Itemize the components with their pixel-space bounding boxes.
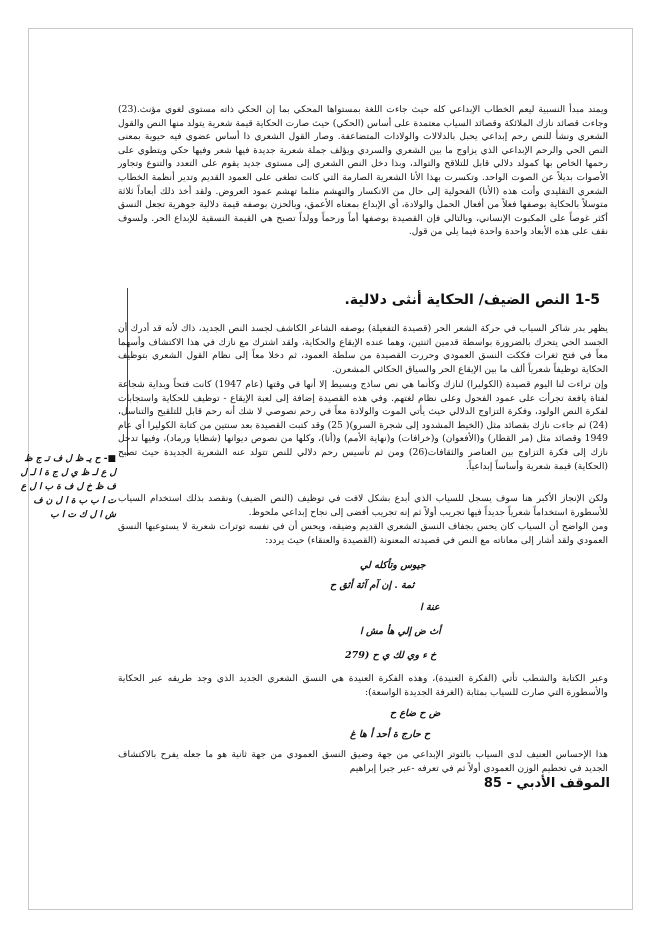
poem-line: خ ء وي لك ي ح (279 <box>345 650 437 661</box>
paragraph-3: وإن تراءت لنا اليوم قصيدة (الكوليرا) لنازك وكأنما هي نص ساذج وبسيط إلا أنها في وقتها (عام 1947) كانت فتحاً وبداية شجاعة لفتاة يافعة تجرأت على عمود الفحول وعلى نظام لغتهم. وفي هذه القصيدة إضافة إلى لعبة الإيقاع - توظيف للحكاية واستجابات لفكرة النص الولود، وفكرة التزاوج الدلالي حيث يأتي الموت والولادة معاً في رحم نصوصي لا شك أنه رحم قابل للتلقيح والتناسل،(24) ثم جاءت نازك بقصائد مثل (الخيط المشدود إلى شجرة السرو)( 25) وقد كتبت القصيدة بعد سنتين من كتابة الكوليرا أي عام 1949 وقصائد مثل (مر القطار) و(الأفعوان) و(خرافات) و(نهاية الأمم) و(أنا)، وكلها من نصوص ديوانها (شظايا ورماد)، وفيها تدخل نازك إلى فكرة التزاوج بين العناصر والثقافات(26) ومن ثم تأسيس رحم دلالي للنص تتولد عنه الشعرية الجديدة حيث تصبح (الحكاية) قيمة شعرية وأساساً إبداعياً. <box>118 379 608 472</box>
paragraph-4: ولكن الإنجاز الأكبر هنا سوف يسجل للسياب الذي أبدع بشكل لافت في توظيف (النص الضيف) ونقصد بذلك استخدام السياب للأسطورة استخداماً شعرياً جديداً فيها تجريب أولاً ثم إنه تجريب أفضى إلى نجاح إبداعي ملحوظ. <box>118 493 608 518</box>
poem-line: عنة ا <box>420 602 440 613</box>
paragraph-5: ومن الواضح أن السياب كان يحس بجفاف النسق الشعري القديم وضيقه، ويحس أن في نفسه توترات شعرية لا يستوعبها النسق العمودي ولقد أشار إلى معاناته مع النص في قصيدته المعنونة (القصيدة والعنقاء) حيث يردد: <box>118 521 608 546</box>
side-note: ■- ح يـ ظ ل ف تـ ج ظ ل ع لـ ظ ي ل ج ة ا لـ ل ف ظ خ ل ف ة ب ا ل ع ت ا ب ب ة ا ل ن ف ش ا ل ك ت ا ب <box>20 454 116 520</box>
paragraph-2: يظهر بدر شاكر السياب في حركة الشعر الحر (قصيدة التفعيلة) بوصفه الشاعر الكاشف لجسد النص الجديد، ذاك لأنه قد أدرك أن الجسد الحي يتحرك بالضرورة بواسطة قدمين اثنتين، وهما عنده الإيقاع والحكاية، ولقد اشترك مع نازك في هذا الاكتشاف وأسهما معاً في فتح ثغرات فككت النسق العمودي وحررت القصيدة من سلطة العمود، ثم دخلا معاً إلى نظام القول الشعري بتوظيف الحكاية توظيفاً شعرياً ألف ما بين الإيقاع الحر والسياق الحكائي المشعرن. <box>118 323 608 375</box>
paragraph-6: وعبر الكتابة والشطب تأتي (الفكرة العنيدة)، وهذه الفكرة العنيدة هي النسق الشعري الجديد الذي وجد طريقه عبر الحكاية والأسطورة التي صارت للسياب بمثابة (الغرفة الجديدة الواسعة): <box>118 673 608 698</box>
poem-line: أث ض إلي هأ مش ا <box>360 626 441 637</box>
paragraph-intro: ويمتد مبدأ النسبية ليعم الخطاب الإبداعي كله حيث جاءت اللغة بمستواها المحكي بما إن الحكي ذاته مستوى لغوي مؤنث.(23) وجاءت قصائد نازك الملائكة وقصائد السياب معتمدة على أساس (الحكي) حيث صارت الحكاية قيمة شعرية يتولد منها النص والقول الشعري ونشأ للنص رحم إبداعي يحبل بالدلالات والولادات المتضاعفة. وصار القول الشعري ذا أساس عضوي فيه حيوية بمعنى النص الحي والرحم الإبداعي الذي يزاوج ما بين الشعري والسردي ويؤلف جملة شعرية جديدة فيها شعر وفيها حكي ويتطوي على رحمها الخاص بها كمولد دلالي قابل للتلاقح والتوالد، وبذا دخل النص الشعري إلى مستوى جديد يقوم على التعدد والتنوع وتجاور الأصوات بديلاً عن الصوت الواحد. وتكسرت بهذا الأنا الشعرية الصارمة التي كانت تطغى على العمود القديم وتدير أنظمة الخطاب الشعري التقليدي وأتت هذه (الأنا) الفحولية إلى حال من الانكسار والتهشم مثلما تهشم عمود العروض. ولقد أخذ ذلك أبعاداً ثلاثة متوسلاً بالحكاية بوصفها فعلاً من أفعال الحمل والولادة، أي الإبداع بمعناه الأعمق، وبالحزن بوصفه قيمة دلالية جوهرية تجعل النسق أكثر غوصاً على المكبوت الإنساني، وبالتالي فإن القصيدة بوصفها أماً ورحماً وولداً تصبح هي القيمة النسقية للإبداع الحر. ولسوف نقف على هذه الأبعاد واحدة واحدة فيما يلي من قول. <box>118 104 608 238</box>
page-footer: الموقف الأدبي - 85 <box>483 776 610 791</box>
section-heading: 1-5 النص الضيف/ الحكاية أنثى دلالية. <box>344 292 600 308</box>
poem-line: ض ح ضاع ح <box>390 708 441 719</box>
paragraph-7: هذا الإحساس العنيف لدى السياب بالتوتر الإبداعي من جهة وضيق النسق العمودي من جهة ثانية هو ما جعله يفرح بالاكتشاف الجديد في تحطيم الوزن العمودي أولاً ثم في تعرفه -عبر جبرا إبراهيم <box>118 749 608 774</box>
poem-line: ح حارج ة أحد أ ها غ <box>350 729 431 740</box>
poem-line: جيوس وتأكله لي <box>360 560 426 571</box>
poem-line: ثمة . إن آم آثة أثق ح <box>330 580 415 591</box>
